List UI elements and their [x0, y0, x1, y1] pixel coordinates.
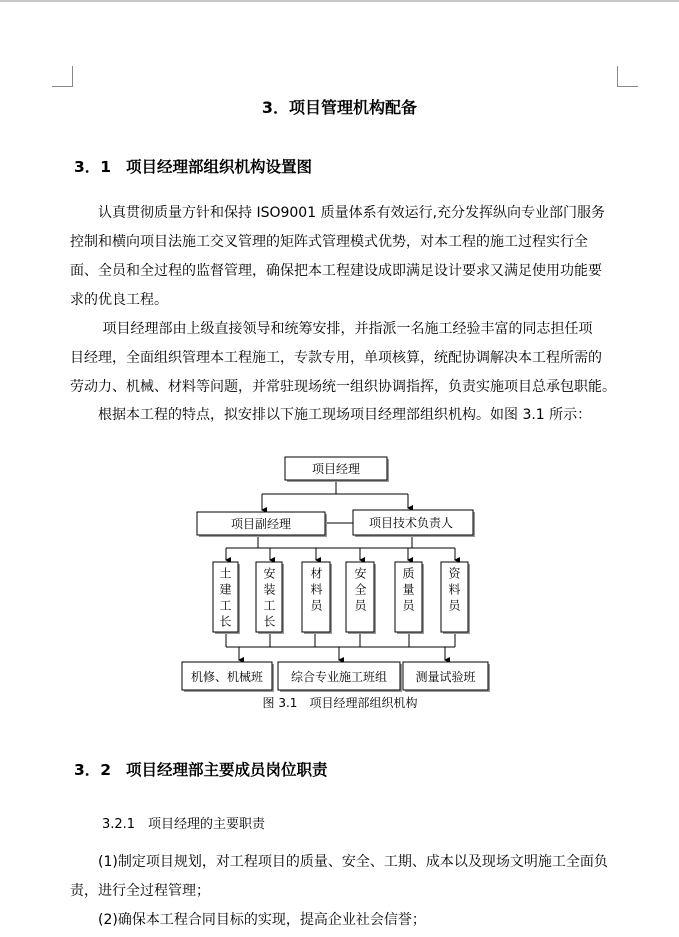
- line: 项目经理部由上级直接领导和统筹安排，并指派一名施工经验丰富的同志担任项: [70, 321, 593, 337]
- line: 责，进行全过程管理；: [70, 883, 210, 899]
- box-technical-lead: [353, 510, 475, 537]
- team-label: 综合专业施工班组: [290, 670, 388, 684]
- subsection-number: 3.2.1: [102, 817, 136, 832]
- role-label-materials: 材料员: [309, 567, 323, 615]
- box-team: [403, 662, 490, 692]
- section-title: 项目经理部主要成员岗位职责: [126, 761, 328, 779]
- line: 求的优良工程。: [70, 292, 168, 308]
- section-number: 3．2: [74, 761, 112, 779]
- box-deputy-manager: [197, 512, 327, 537]
- box-team: [182, 662, 274, 692]
- line: 面、全员和全过程的监督管理，确保把本工程建设成即满足设计要求又满足使用功能要: [70, 263, 602, 279]
- box-label: 项目副经理: [230, 517, 292, 531]
- role-label-civil-foreman: 土建工长: [218, 567, 232, 631]
- line: 根据本工程的特点，拟安排以下施工现场项目经理部组织机构。如图 3.1 所示：: [70, 407, 592, 423]
- role-label-quality: 质量员: [401, 567, 415, 615]
- line: 劳动力、机械、材料等问题，并常驻现场统一组织协调指挥，负责实施项目总承包职能。: [70, 379, 616, 395]
- section-number: 3．1: [74, 158, 112, 176]
- page-title: 3．项目管理机构配备: [261, 98, 418, 117]
- role-label-safety: 安全员: [353, 567, 367, 615]
- subsection-title: 项目经理的主要职责: [148, 817, 266, 832]
- section-title: 项目经理部组织机构设置图: [126, 158, 313, 176]
- team-label: 测量试验班: [415, 670, 476, 684]
- line: 目经理，全面组织管理本工程施工，专款专用，单项核算，统配协调解决本工程所需的: [70, 350, 602, 366]
- line: 认真贯彻质量方针和保持 ISO9001 质量体系有效运行,充分发挥纵向专业部门服务: [70, 205, 606, 221]
- box-label: 项目经理: [311, 462, 361, 476]
- org-chart: [0, 2, 679, 937]
- line: (2)确保本工程合同目标的实现，提高企业社会信誉；: [70, 912, 426, 928]
- box-project-manager: [285, 457, 389, 482]
- role-label-installation-foreman: 安装工长: [262, 567, 276, 631]
- role-label-records: 资料员: [447, 567, 461, 615]
- box-team: [278, 662, 402, 692]
- box-label: 项目技术负责人: [368, 516, 454, 530]
- figure-caption: 图 3.1 项目经理部组织机构: [262, 696, 418, 710]
- team-label: 机修、机械班: [190, 670, 264, 684]
- line: 控制和横向项目法施工交叉管理的矩阵式管理模式优势，对本工程的施工过程实行全: [70, 234, 588, 250]
- line: (1)制定项目规划，对工程项目的质量、安全、工期、成本以及现场文明施工全面负: [70, 854, 608, 870]
